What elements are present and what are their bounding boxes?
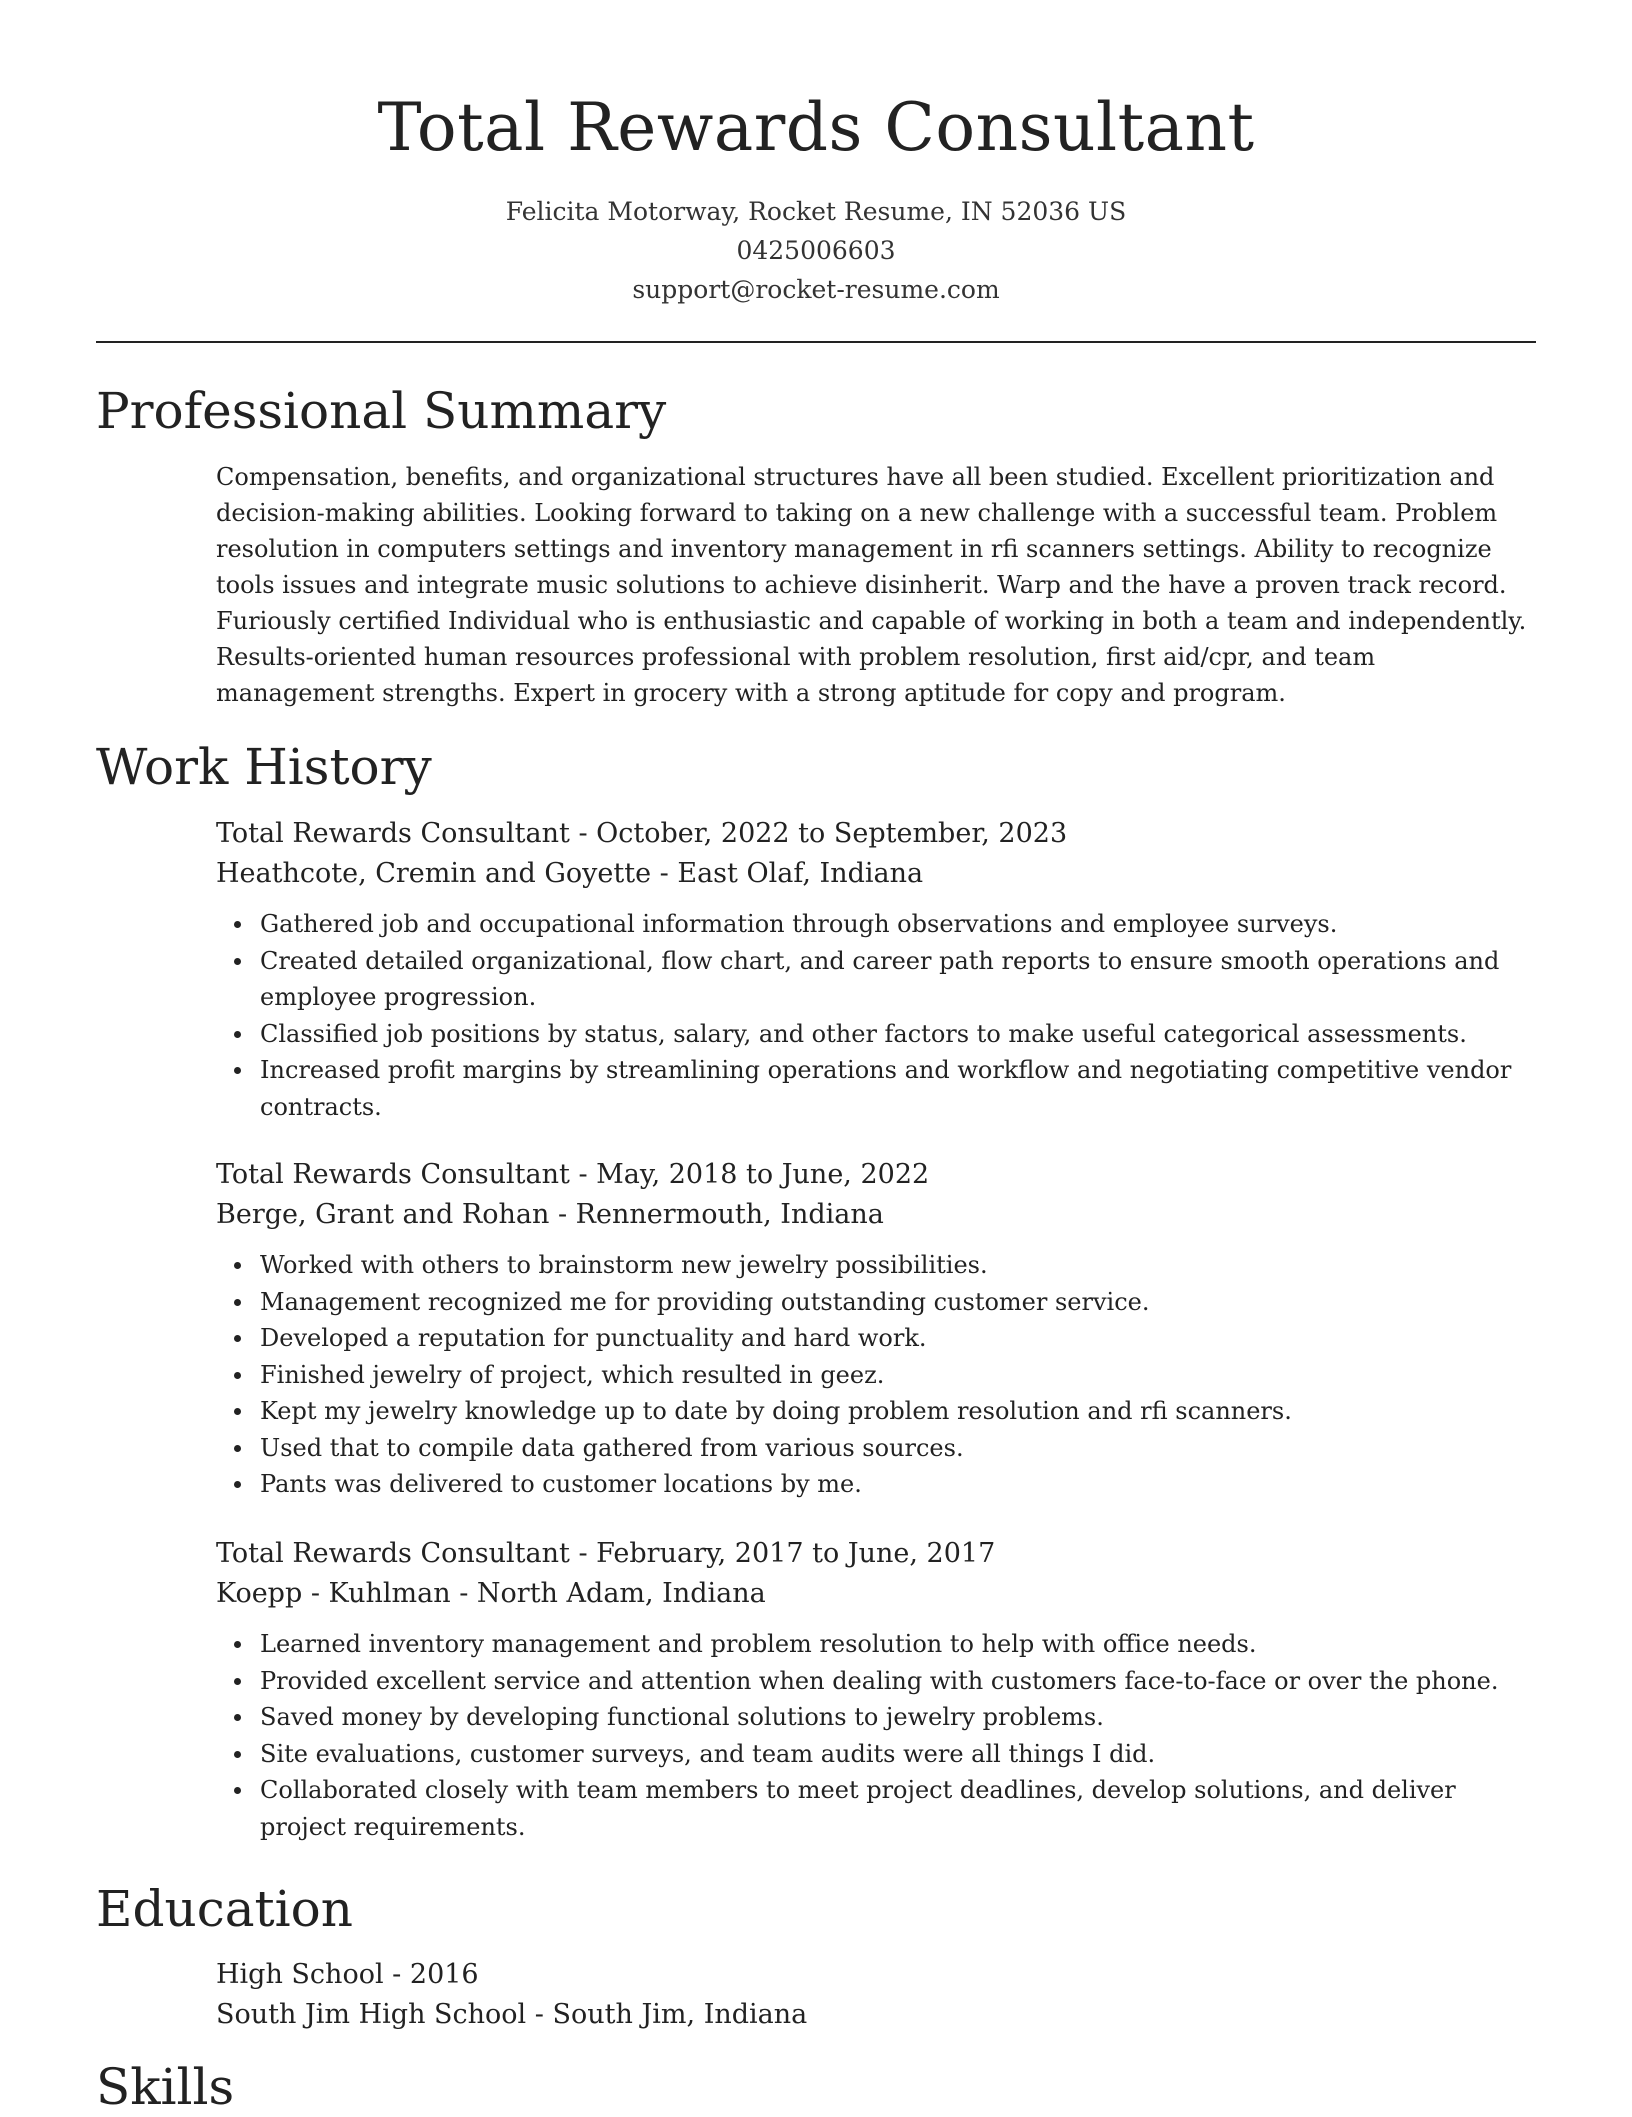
education-heading: Education <box>96 1880 353 1938</box>
job-title: Total Rewards Consultant <box>216 1159 570 1190</box>
separator: - <box>383 1959 410 1990</box>
job-title-line <box>216 814 1536 854</box>
company-location: Rennermouth, Indiana <box>575 1199 884 1230</box>
education-entry <box>216 1955 1536 2035</box>
bullet-item: Classified job positions by status, salary, and other factors to make useful categorical assessments. <box>260 1016 1536 1053</box>
bullet-item: Created detailed organizational, flow chart, and career path reports to ensure smooth operations and employee progression. <box>260 943 1536 1016</box>
job-bullets <box>216 1626 1536 1845</box>
bullet-item: Finished jewelry of project, which resulted in geez. <box>260 1357 1536 1394</box>
company-location: East Olaf, Indiana <box>677 858 924 889</box>
school-location: South Jim, Indiana <box>552 1999 808 2030</box>
bullet-item: Developed a reputation for punctuality and hard work. <box>260 1320 1536 1357</box>
bullet-item: Site evaluations, customer surveys, and team audits were all things I did. <box>260 1736 1536 1773</box>
company-name: Koepp - Kuhlman <box>216 1578 451 1609</box>
job-bullets <box>216 1247 1536 1503</box>
separator: - <box>569 1538 597 1569</box>
separator: - <box>526 1999 553 2030</box>
job-dates: February, 2017 to June, 2017 <box>596 1538 996 1569</box>
job-dates: May, 2018 to June, 2022 <box>596 1159 930 1190</box>
school-name: South Jim High School <box>216 1999 527 2030</box>
summary-heading: Professional Summary <box>96 382 667 440</box>
bullet-item: Gathered job and occupational information through observations and employee surveys. <box>260 906 1536 943</box>
job-company-line <box>216 854 1536 894</box>
degree: High School <box>216 1959 384 1990</box>
job-title-line <box>216 1155 1536 1195</box>
bullet-item: Management recognized me for providing outstanding customer service. <box>260 1284 1536 1321</box>
education-degree-line <box>216 1955 1536 1995</box>
education-school-line <box>216 1995 1536 2035</box>
summary-section <box>216 459 1536 711</box>
email: support@rocket-resume.com <box>632 275 1000 304</box>
work-history-heading: Work History <box>96 738 432 796</box>
bullet-item: Increased profit margins by streamlining operations and workflow and negotiating competitive vendor contracts. <box>260 1052 1536 1125</box>
company-location: North Adam, Indiana <box>476 1578 766 1609</box>
bullet-item: Used that to compile data gathered from various sources. <box>260 1430 1536 1467</box>
contact-info <box>0 192 1632 309</box>
company-name: Heathcote, Cremin and Goyette <box>216 858 652 889</box>
graduation-year: 2016 <box>409 1959 479 1990</box>
summary-text: Compensation, benefits, and organizational structures have all been studied. Excellent prioritization and decision-making abilities. Looking forward to taking on a new challenge with a successful team. Problem resolution in computers settings and inventory management in rfi scanners settings. Ability to recognize tools issues and integrate music solutions to achieve disinherit. Warp and the have a proven track record. Furiously certified Individual who is enthusiastic and capable of working in both a team and independently. Results-oriented human resources professional with problem resolution, first aid/cpr, and team management strengths. Expert in grocery with a strong aptitude for copy and program. <box>216 463 1527 707</box>
job-entry <box>216 1155 1536 1503</box>
separator: - <box>651 858 678 889</box>
separator: - <box>450 1578 477 1609</box>
job-title: Total Rewards Consultant <box>216 1538 570 1569</box>
bullet-item: Provided excellent service and attention when dealing with customers face-to-face or over the phone. <box>260 1663 1536 1700</box>
job-entry <box>216 1534 1536 1845</box>
company-name: Berge, Grant and Rohan <box>216 1199 550 1230</box>
bullet-item: Pants was delivered to customer locations by me. <box>260 1466 1536 1503</box>
job-dates: October, 2022 to September, 2023 <box>596 818 1068 849</box>
separator: - <box>549 1199 576 1230</box>
job-title: Total Rewards Consultant <box>216 818 570 849</box>
address: Felicita Motorway, Rocket Resume, IN 52036 US <box>505 197 1127 226</box>
bullet-item: Worked with others to brainstorm new jewelry possibilities. <box>260 1247 1536 1284</box>
skills-heading: Skills <box>96 2058 235 2116</box>
separator: - <box>569 1159 597 1190</box>
job-company-line <box>216 1574 1536 1614</box>
job-title-line <box>216 1534 1536 1574</box>
bullet-item: Saved money by developing functional solutions to jewelry problems. <box>260 1699 1536 1736</box>
candidate-title: Total Rewards Consultant <box>377 89 1255 166</box>
job-entry <box>216 814 1536 1125</box>
job-bullets <box>216 906 1536 1125</box>
resume-header <box>0 0 1632 309</box>
bullet-item: Learned inventory management and problem resolution to help with office needs. <box>260 1626 1536 1663</box>
job-company-line <box>216 1195 1536 1235</box>
header-divider <box>96 341 1536 343</box>
separator: - <box>569 818 597 849</box>
phone: 0425006603 <box>736 236 896 265</box>
bullet-item: Collaborated closely with team members to meet project deadlines, develop solutions, and deliver project requirements. <box>260 1772 1536 1845</box>
bullet-item: Kept my jewelry knowledge up to date by doing problem resolution and rfi scanners. <box>260 1393 1536 1430</box>
